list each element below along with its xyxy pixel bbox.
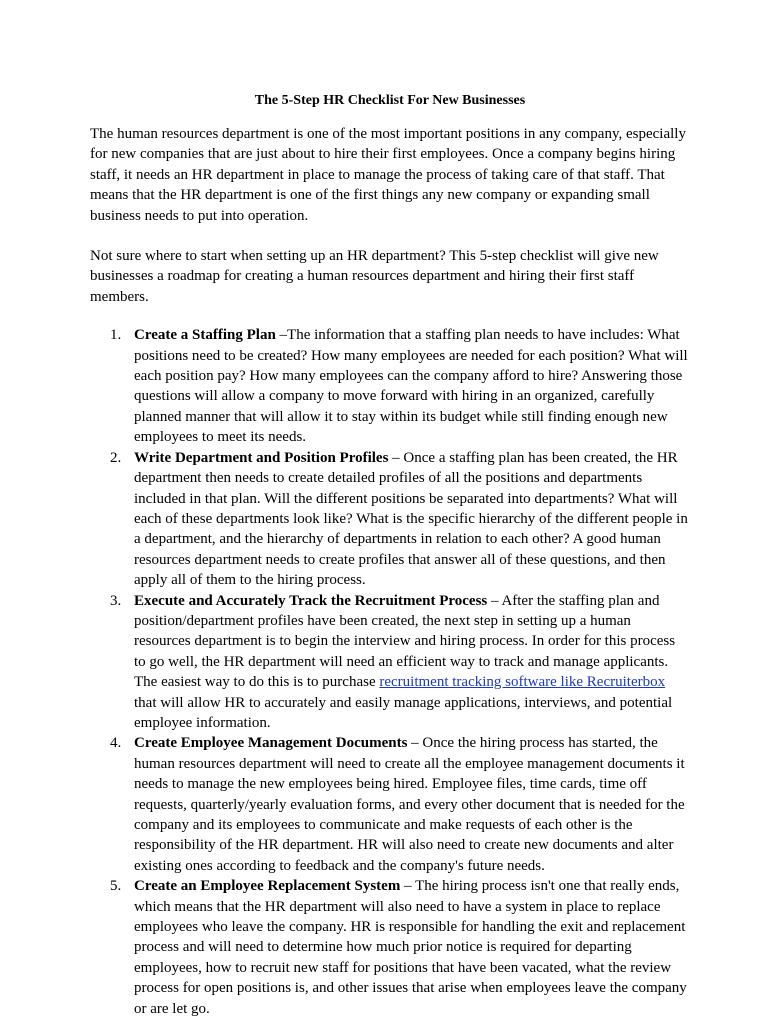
step-body: – Once the hiring process has started, the human resources department will need to create all the employee management documents it needs to manage the new employees being hired. Employee files, time cards, time off requests, quarterly/yearly evaluation forms, and every other document that is needed for the company and its employees to communicate and make requests of each other is the responsibility of the HR department. HR will also need to create new documents and alter existing ones according to feedback and the company's future needs. bbox=[134, 735, 685, 874]
intro-paragraph-2: Not sure where to start when setting up an HR department? This 5-step checklist will give new businesses a roadmap for creating a human resources department and hiring their first staff members. bbox=[90, 248, 659, 305]
step-number: 1. bbox=[110, 327, 122, 344]
intro-paragraph-1: The human resources department is one of the most important positions in any company, especially for new companies that are just about to hire their first employees. Once a company begins hiring staff, it needs an HR department in place to manage the process of taking care of that staff. That means that the HR department is one of the first things any new company or expanding small business needs to put into operation. bbox=[90, 126, 686, 224]
step-number: 3. bbox=[110, 592, 122, 609]
step-number: 2. bbox=[110, 449, 122, 466]
step-body: – The hiring process isn't one that really ends, which means that the HR department will also need to have a system in place to replace employees who leave the company. HR is responsible for handling the exit and replacement process and will need to determine how much prior notice is required for departing employees, how to recruit new staff for positions that have been vacated, what the review process for open positions is, and other issues that arise when employees leave the company or are let go. bbox=[134, 878, 687, 1017]
checklist-item-2 bbox=[90, 448, 690, 591]
recruitment-software-link[interactable]: recruitment tracking software like Recruiterbox bbox=[379, 674, 666, 691]
step-number: 5. bbox=[110, 878, 122, 895]
checklist-item-5 bbox=[90, 876, 690, 1019]
step-heading: Create a Staffing Plan bbox=[134, 327, 276, 344]
checklist bbox=[90, 325, 690, 1019]
step-heading: Create Employee Management Documents bbox=[134, 735, 408, 752]
step-body-before-link: – After the staffing plan and position/department profiles have been created, the next step in setting up a human resources department is to begin the interview and hiring process. In order for this process to go well, the HR department will need an efficient way to track and manage applicants. The easiest way to do this is to purchase bbox=[134, 592, 676, 691]
step-body-after-link: that will allow HR to accurately and easily manage applications, interviews, and potential employee information. bbox=[134, 694, 673, 731]
step-number: 4. bbox=[110, 735, 122, 752]
checklist-item-1 bbox=[90, 325, 690, 447]
checklist-item-4 bbox=[90, 733, 690, 876]
checklist-item-3 bbox=[90, 591, 690, 734]
document-page bbox=[90, 92, 690, 1019]
step-body: – Once a staffing plan has been created, the HR department then needs to create detailed profiles of all the positions and departments included in that plan. Will the different positions be separated into departments? What will each of these departments look like? What is the specific hierarchy of the different people in a department, and the hierarchy of departments in relation to each other? A good human resources department needs to create profiles that answer all of these questions, and then apply all of them to the hiring process. bbox=[134, 449, 688, 589]
document-title: The 5-Step HR Checklist For New Businesses bbox=[254, 93, 526, 108]
step-body: –The information that a staffing plan needs to have includes: What positions need to be created? How many employees are needed for each position? What will each position pay? How many employees can the company afford to hire? Answering those questions will allow a company to move forward with hiring in an organized, carefully planned manner that will allow it to stay within its budget while still finding enough new employees to meet its needs. bbox=[134, 327, 688, 446]
step-heading: Execute and Accurately Track the Recruitment Process bbox=[134, 592, 488, 609]
step-heading: Write Department and Position Profiles bbox=[134, 449, 389, 466]
step-heading: Create an Employee Replacement System bbox=[134, 878, 401, 895]
